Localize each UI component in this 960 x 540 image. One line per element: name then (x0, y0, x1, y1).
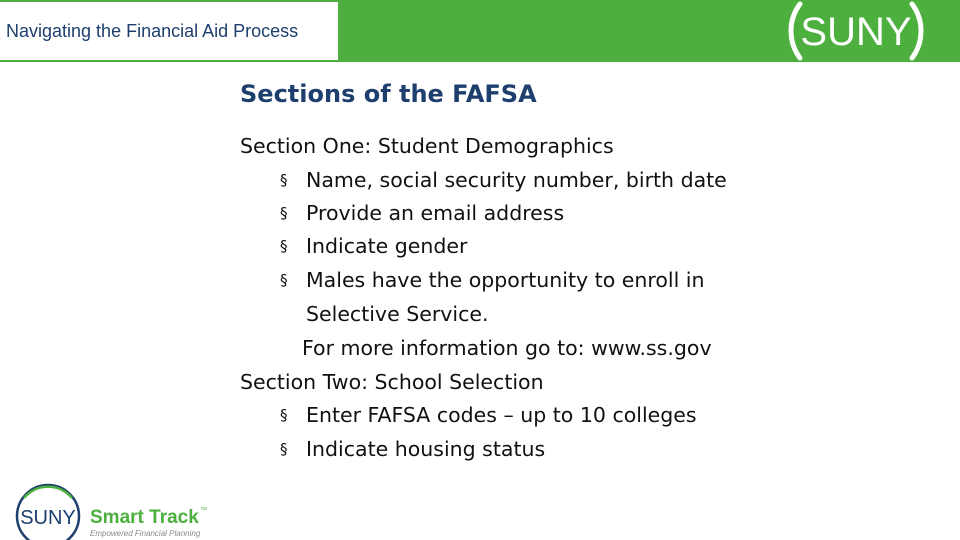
list-item (280, 435, 545, 463)
list-item-text: Provide an email address (306, 201, 565, 225)
bullet-icon: § (280, 406, 288, 424)
bullet-icon: § (280, 171, 288, 189)
list-item (280, 232, 467, 260)
header-banner (0, 0, 960, 62)
bullet-icon: § (280, 237, 288, 255)
header-title: Navigating the Financial Aid Process (6, 20, 299, 41)
smart-track-logo (14, 478, 224, 540)
list-item-text: Indicate housing status (306, 437, 546, 461)
smart-track-name: Smart Track (90, 507, 199, 528)
header-title-box (0, 2, 338, 60)
list-item-text: Name, social security number, birth date (306, 168, 727, 192)
bullet-icon: § (280, 204, 288, 222)
list-item (280, 266, 705, 294)
list-item (280, 199, 564, 227)
section-one-title: Section One: Student Demographics (240, 134, 614, 158)
list-item-text: Enter FAFSA codes – up to 10 colleges (306, 403, 697, 427)
suny-logo-text: SUNY (800, 10, 912, 54)
list-item (280, 401, 697, 429)
smart-track-tagline: Empowered Financial Planning (90, 529, 201, 538)
slide-heading: Sections of the FAFSA (240, 80, 537, 108)
smart-track-brand-text: SUNY (20, 507, 76, 529)
bullet-icon: § (280, 440, 288, 458)
more-info-text: For more information go to: www.ss.gov (302, 336, 712, 360)
list-item-continuation: Selective Service. (306, 302, 489, 326)
list-item (280, 166, 727, 194)
list-item-text: Males have the opportunity to enroll in (306, 268, 705, 292)
bullet-icon: § (280, 271, 288, 289)
suny-logo (786, 0, 926, 62)
section-two-title: Section Two: School Selection (240, 370, 544, 394)
list-item-text: Indicate gender (306, 234, 468, 258)
smart-track-trademark: ™ (200, 507, 207, 514)
